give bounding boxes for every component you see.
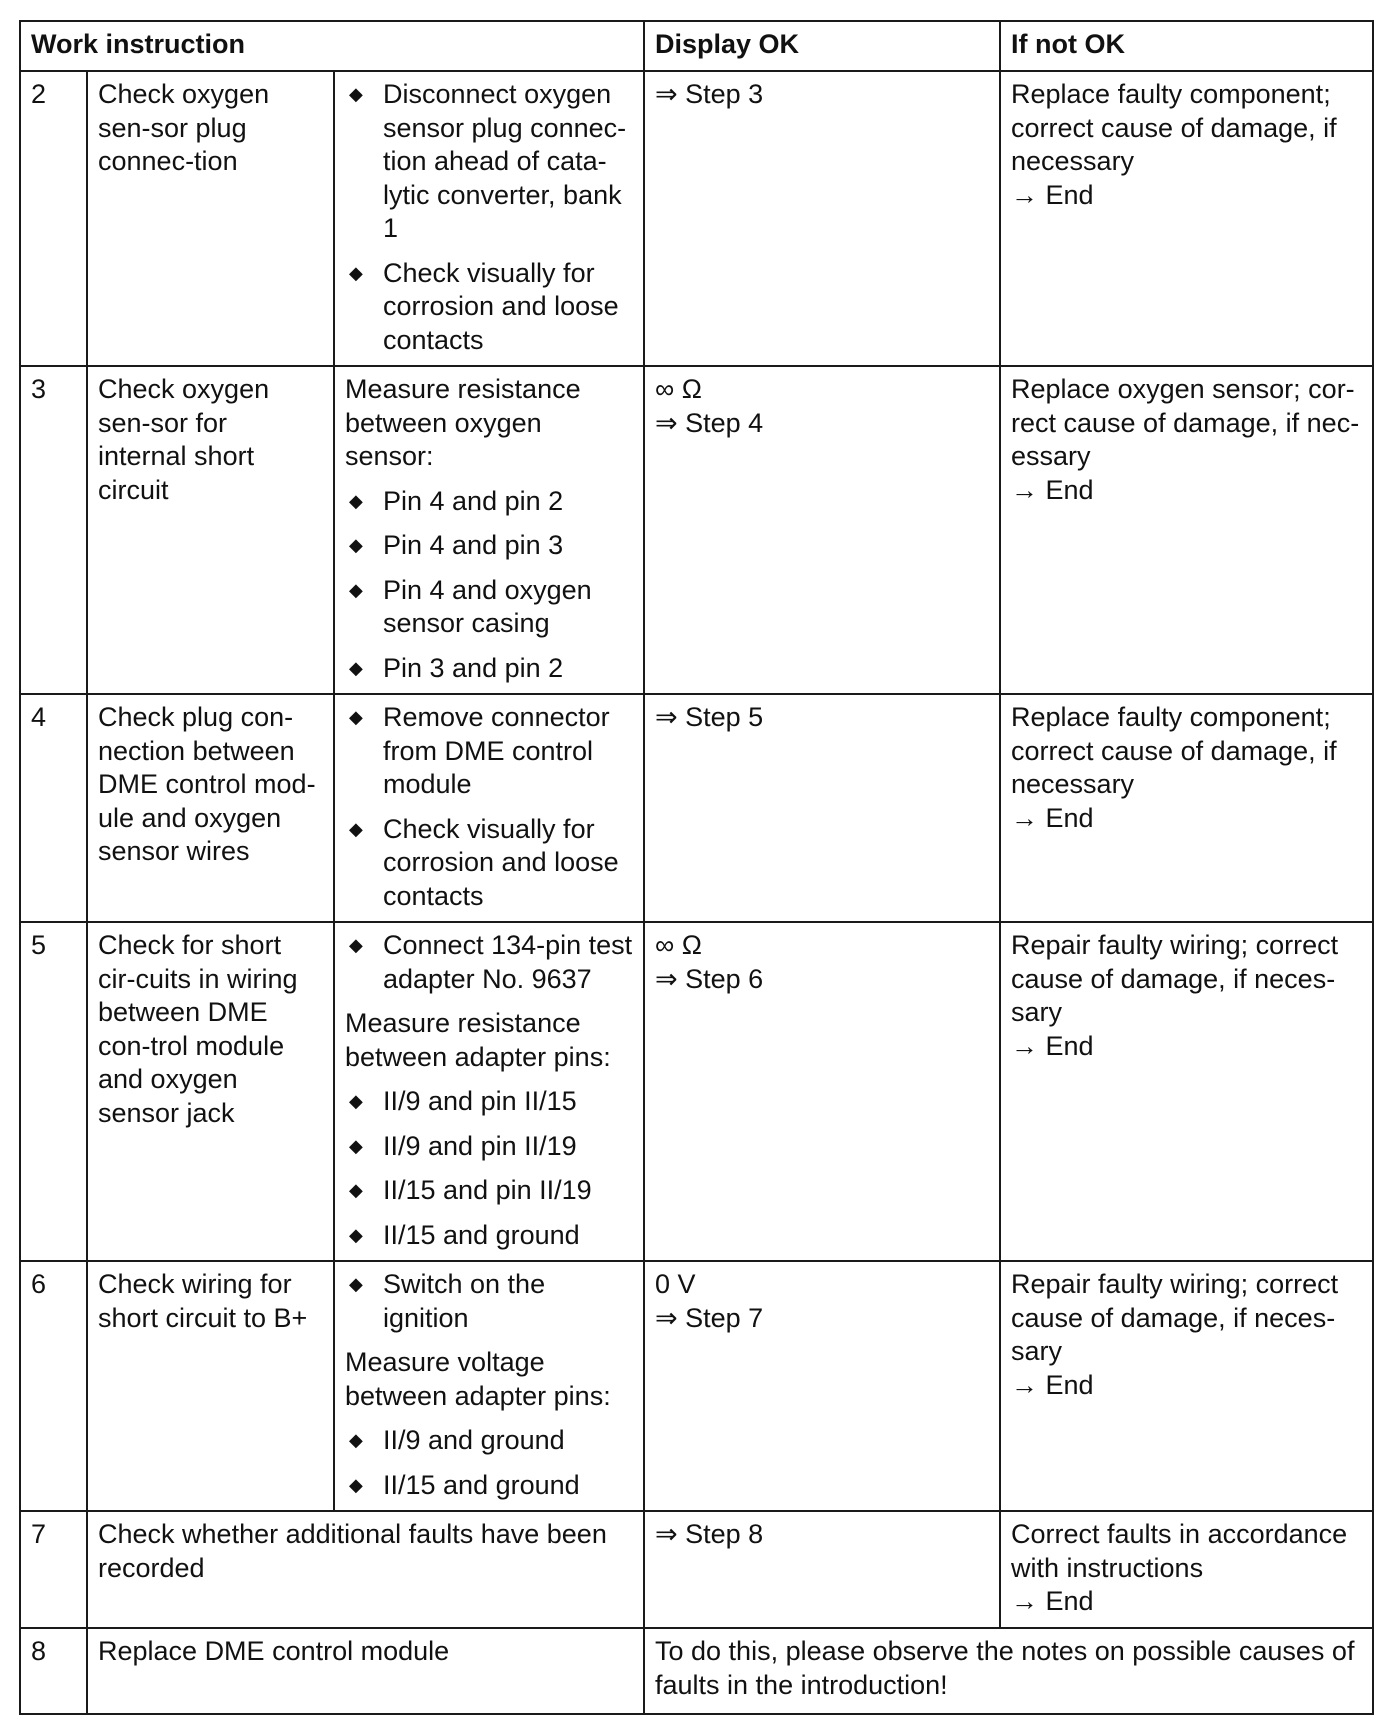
diamond-bullet-icon: ◆ <box>349 262 363 283</box>
not-ok-end: → End <box>1011 179 1094 210</box>
procedure-intro: Measure resistance between adapter pins: <box>345 1008 611 1072</box>
not-ok-end: → End <box>1011 1586 1094 1616</box>
step-number: 8 <box>20 1628 87 1714</box>
procedure-cell <box>334 1261 644 1511</box>
list-item: ◆ II/9 and pin II/15 <box>345 1085 633 1119</box>
not-ok-cell <box>1000 922 1373 1261</box>
bullet-list <box>345 929 633 996</box>
list-item: ◆ Check visually for corrosion and loose contacts <box>349 257 619 355</box>
table-row <box>20 694 1373 922</box>
not-ok-action: Repair faulty wiring; correct cause of damage, if neces-sary <box>1011 1269 1339 1366</box>
diamond-bullet-icon: ◆ <box>349 1091 363 1111</box>
list-item: ◆ II/9 and pin II/19 <box>345 1130 633 1164</box>
diamond-bullet-icon: ◆ <box>349 818 363 839</box>
step-number: 7 <box>20 1511 87 1628</box>
table-row <box>20 1628 1373 1714</box>
bullet-list <box>345 1424 633 1502</box>
header-if-not-ok: If not OK <box>1000 21 1373 71</box>
procedure-cell <box>334 71 644 366</box>
bullet-list <box>345 701 633 913</box>
not-ok-end: → End <box>1011 802 1094 833</box>
list-item: ◆ Pin 3 and pin 2 <box>345 652 633 686</box>
list-item: ◆ II/9 and ground <box>345 1424 633 1458</box>
ok-next-step: ⇒ Step 8 <box>655 1519 764 1549</box>
diamond-bullet-icon: ◆ <box>349 707 363 727</box>
list-item: ◆ Pin 4 and oxygen sensor casing <box>349 574 592 638</box>
step-number: 2 <box>20 71 87 366</box>
not-ok-action: Correct faults in accordance with instructions <box>1011 1519 1348 1583</box>
diamond-bullet-icon: ◆ <box>349 1224 363 1245</box>
not-ok-cell <box>1000 1511 1373 1628</box>
check-description: Replace DME control module <box>87 1628 644 1714</box>
table-row <box>20 922 1373 1261</box>
check-description: Check oxygen sen-sor plug connec-tion <box>87 71 334 366</box>
display-ok-cell <box>644 1511 1000 1628</box>
list-item: ◆ Check visually for corrosion and loose contacts <box>349 813 619 911</box>
diamond-bullet-icon: ◆ <box>349 579 363 600</box>
step-number: 4 <box>20 694 87 922</box>
diamond-bullet-icon: ◆ <box>349 84 363 104</box>
not-ok-end: → End <box>1011 1369 1094 1400</box>
not-ok-cell <box>1000 1261 1373 1511</box>
ok-expected-value: ∞ Ω <box>655 374 702 404</box>
not-ok-end: → End <box>1011 1030 1094 1061</box>
procedure-cell <box>334 922 644 1261</box>
note-cell: To do this, please observe the notes on possible causes of faults in the introduction! <box>644 1628 1373 1714</box>
bullet-list <box>345 485 633 686</box>
list-item: ◆ Pin 4 and pin 2 <box>345 485 633 519</box>
table-row <box>20 71 1373 366</box>
ok-expected-value: 0 V <box>655 1269 696 1299</box>
step-number: 6 <box>20 1261 87 1511</box>
work-instruction-table <box>19 20 1374 1715</box>
not-ok-action: Repair faulty wiring; correct cause of damage, if neces-sary <box>1011 930 1339 1027</box>
step-number: 3 <box>20 366 87 694</box>
list-item: ◆ II/15 and ground <box>345 1469 633 1503</box>
step-number: 5 <box>20 922 87 1261</box>
check-description: Check plug con-nection between DME control mod-ule and oxygen sensor wires <box>87 694 334 922</box>
ok-next-step: ⇒ Step 7 <box>655 1302 764 1333</box>
check-description: Check oxygen sen-sor for internal short circuit <box>87 366 334 694</box>
not-ok-action: Replace oxygen sensor; cor-rect cause of damage, if nec-essary <box>1011 374 1360 471</box>
diamond-bullet-icon: ◆ <box>349 1474 363 1495</box>
diamond-bullet-icon: ◆ <box>349 657 363 678</box>
ok-expected-value: ∞ Ω <box>655 930 702 960</box>
table-row <box>20 1511 1373 1628</box>
bullet-list <box>345 1085 633 1252</box>
procedure-intro: Measure voltage between adapter pins: <box>345 1347 611 1411</box>
list-item: ◆ Pin 4 and pin 3 <box>345 529 633 563</box>
list-item: ◆ Connect 134-pin test adapter No. 9637 <box>349 930 633 994</box>
display-ok-cell <box>644 366 1000 694</box>
display-ok-cell <box>644 694 1000 922</box>
diamond-bullet-icon: ◆ <box>349 935 363 955</box>
table-header-row <box>20 21 1373 71</box>
diamond-bullet-icon: ◆ <box>349 490 363 511</box>
ok-next-step: ⇒ Step 4 <box>655 407 764 438</box>
procedure-intro: Measure resistance between oxygen sensor: <box>345 374 581 471</box>
not-ok-end: → End <box>1011 474 1094 505</box>
ok-next-step: ⇒ Step 5 <box>655 702 764 732</box>
header-work-instruction: Work instruction <box>20 21 644 71</box>
table-row <box>20 1261 1373 1511</box>
diamond-bullet-icon: ◆ <box>349 535 363 555</box>
not-ok-action: Replace faulty component; correct cause of damage, if necessary <box>1011 702 1337 799</box>
bullet-list <box>345 78 633 357</box>
diamond-bullet-icon: ◆ <box>349 1180 363 1200</box>
ok-next-step: ⇒ Step 6 <box>655 963 764 994</box>
procedure-cell <box>334 694 644 922</box>
check-description: Check wiring for short circuit to B+ <box>87 1261 334 1511</box>
check-description: Check for short cir-cuits in wiring between DME con-trol module and oxygen sensor jack <box>87 922 334 1261</box>
procedure-cell <box>334 366 644 694</box>
header-display-ok: Display OK <box>644 21 1000 71</box>
not-ok-cell <box>1000 366 1373 694</box>
bullet-list <box>345 1268 633 1335</box>
diamond-bullet-icon: ◆ <box>349 1274 363 1294</box>
display-ok-cell <box>644 71 1000 366</box>
check-description: Check whether additional faults have been recorded <box>87 1511 644 1628</box>
display-ok-cell <box>644 922 1000 1261</box>
list-item: ◆ II/15 and pin II/19 <box>345 1174 633 1208</box>
list-item: ◆ Switch on the ignition <box>349 1269 546 1333</box>
ok-next-step: ⇒ Step 3 <box>655 79 764 109</box>
list-item: ◆ II/15 and ground <box>345 1219 633 1253</box>
diamond-bullet-icon: ◆ <box>349 1430 363 1450</box>
not-ok-action: Replace faulty component; correct cause of damage, if necessary <box>1011 79 1337 176</box>
list-item: ◆ Disconnect oxygen sensor plug connec-tion ahead of cata-lytic converter, bank 1 <box>349 79 627 243</box>
table-row <box>20 366 1373 694</box>
not-ok-cell <box>1000 71 1373 366</box>
not-ok-cell <box>1000 694 1373 922</box>
display-ok-cell <box>644 1261 1000 1511</box>
diamond-bullet-icon: ◆ <box>349 1135 363 1156</box>
list-item: ◆ Remove connector from DME control module <box>349 702 610 799</box>
